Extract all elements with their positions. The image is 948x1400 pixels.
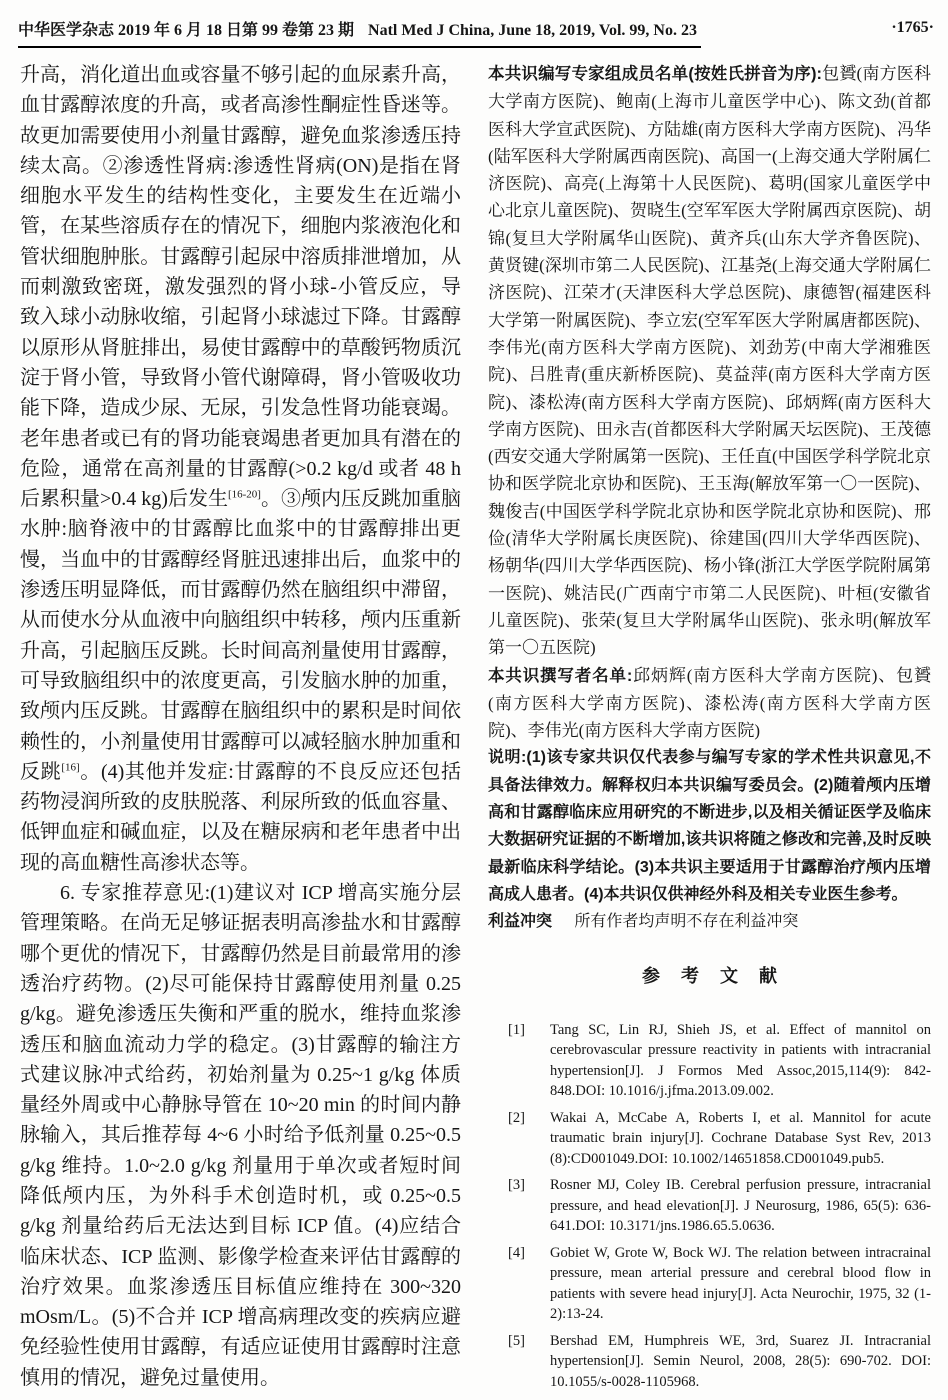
writers-list: 邱炳辉(南方医科大学南方医院)、包贇(南方医科大学南方医院)、漆松涛(南方医科大学南方医院)、李伟光(南方医科大学南方医院) xyxy=(488,665,931,741)
reference-item xyxy=(488,1108,931,1170)
experts-list: 包贇(南方医科大学南方医院)、鲍南(上海市儿童医学中心)、陈文劲(首都医科大学宣武医院)、方陆雄(南方医科大学南方医院)、冯华(陆军医科大学附属西南医院)、高国一(上海交通大学附属仁济医院)、高亮(上海第十人民医院)、葛明(国家儿童医学中心北京儿童医院)、贺晓生(空军军医大学附属西京医院)、胡锦(复旦大学附属华山医院)、黄齐兵(山东大学齐鲁医院)、黄贤键(深圳市第二人民医院)、江基尧(上海交通大学附属仁济医院)、江荣才(天津医科大学总医院)、康德智(福建医科大学第一附属医院)、李立宏(空军军医大学附属唐都医院)、李伟光(南方医科大学南方医院)、刘劲芳(中南大学湘雅医院)、吕胜青(重庆新桥医院)、莫益萍(南方医科大学南方医院)、漆松涛(南方医科大学南方医院)、邱炳辉(南方医科大学南方医院)、田永吉(首都医科大学附属天坛医院)、王茂德(西安交通大学附属第一医院)、王任直(中国医学科学院北京协和医学院北京协和医院)、王玉海(解放军第一〇一医院)、魏俊吉(中国医学科学院北京协和医学院北京协和医院)、邢俭(清华大学附属长庚医院)、徐建国(四川大学华西医院)、杨朝华(四川大学华西医院)、杨小锋(浙江大学医学院附属第一医院)、姚洁民(广西南宁市第二人民医院)、叶桓(安徽省儿童医院)、张荣(复旦大学附属华山医院)、张永明(解放军第一〇五医院) xyxy=(488,64,931,658)
reference-list xyxy=(488,1020,931,1393)
reference-text: Rosner MJ, Coley IB. Cerebral perfusion pressure, intracranial pressure, and head elevation[J]. J Neurosurg, 1986, 65(5): 636-641.DOI: 10.3171/jns.1986.65.5.0636. xyxy=(550,1177,931,1234)
reference-number: [1] xyxy=(508,1021,525,1038)
reference-number: [2] xyxy=(508,1109,525,1126)
notes-heading: 说明: xyxy=(488,749,527,767)
coi-label: 利益冲突 xyxy=(488,913,553,931)
citation-superscript: [16] xyxy=(61,761,80,774)
body-text: 6. 专家推荐意见:(1)建议对 ICP 增高实施分层管理策略。在尚无足够证据表明高渗盐水和甘露醇哪个更优的情况下，甘露醇仍然是目前最常用的渗透治疗药物。(2)尽可能保持甘露醇使用剂量 0.25 g/kg。避免渗透压失衡和严重的脱水，维持血浆渗透压和脑血流动力学的稳定。(3)甘露醇的输注方式建议脉冲式给药，初始剂量为 0.25~1 g/kg 体质量经外周或中心静脉导管在 10~20 min 的时间内静脉输入，其后推荐每 4~6 小时给予低剂量 0.25~0.5 g/kg 维持。1.0~2.0 g/kg 剂量用于单次或者短时间降低颅内压，为外科手术创造时机，或 0.25~0.5 g/kg 剂量给药后无法达到目标 ICP 值。(4)应结合临床状态、ICP 监测、影像学检查来评估甘露醇的治疗效果。血浆渗透压目标值应维持在 300~320 mOsm/L。(5)不合并 ICP 增高病理改变的疾病应避免经验性使用甘露醇，有适应证使用甘露醇时注意慎用的情况，避免过量使用。 xyxy=(20,882,461,1389)
reference-text: Tang SC, Lin RJ, Shieh JS, et al. Effect of mannitol on cerebrovascular pressure reactivity in patients with intracranial hypertension[J]. J Formos Med Assoc,2015,114(9): 842-848.DOI: 10.1016/j.jfma.2013.09.002. xyxy=(550,1021,931,1099)
reference-text: Gobiet W, Grote W, Bock WJ. The relation between intracrainal pressure, mean arterial pressure and cerebral blood flow in patients with severe head injury[J]. Acta Neurochir, 1975, 32 (1-2):13-24. xyxy=(550,1244,931,1322)
right-column xyxy=(488,60,931,1398)
conflict-of-interest-line xyxy=(488,908,931,935)
references-heading: 参 考 文 献 xyxy=(641,965,777,986)
body-text: 。③颅内压反跳加重脑水肿:脑脊液中的甘露醇比血浆中的甘露醇排出更慢，当血中的甘露醇经肾脏迅速排出后，血浆中的渗透压明显降低，而甘露醇仍然在脑组织中滞留，从而使水分从血液中向脑组织中转移，颅内压重新升高，引起脑压反跳。长时间高剂量使用甘露醇，可导致脑组织中的浓度更高，引发脑水肿的加重，致颅内压反跳。甘露醇在脑组织中的累积是时间依赖性的，小剂量使用甘露醇可以减轻脑水肿加重和反跳 xyxy=(20,488,461,783)
writers-paragraph xyxy=(488,662,931,745)
reference-number: [5] xyxy=(508,1332,525,1349)
reference-text: Bershad EM, Humphreis WE, 3rd, Suarez JI. Intracranial hypertension[J]. Semin Neurol, 2008, 28(5): 690-702. DOI: 10.1055/s-0028-1105968. xyxy=(550,1332,931,1390)
running-head xyxy=(18,17,701,48)
citation-superscript: [16-20] xyxy=(227,488,261,501)
reference-item xyxy=(488,1020,931,1102)
coi-text: 所有作者均声明不存在利益冲突 xyxy=(574,913,799,931)
writers-heading: 本共识撰写者名单: xyxy=(488,666,633,685)
body-paragraph xyxy=(20,878,461,1393)
left-column xyxy=(20,60,461,1393)
journal-title-en: Natl Med J China, June 18, 2019, Vol. 99, No. 23 xyxy=(368,22,697,39)
reference-number: [4] xyxy=(508,1244,525,1261)
experts-paragraph xyxy=(488,60,931,662)
journal-title-cn: 中华医学杂志 2019 年 6 月 18 日第 99 卷第 23 期 xyxy=(18,22,355,39)
reference-text: Wakai A, McCabe A, Roberts I, et al. Mannitol for acute traumatic brain injury[J]. Cochrane Database Syst Rev, 2013 (8):CD001049.DOI: 10.1002/14651858.CD001049.pub5. xyxy=(550,1109,931,1167)
body-text: 升高，消化道出血或容量不够引起的血尿素升高，血甘露醇浓度的升高，或者高渗性酮症性昏迷等。故更加需要使用小剂量甘露醇，避免血浆渗透压持续太高。②渗透性肾病:渗透性肾病(ON)是指在肾细胞水平发生的结构性变化，主要发生在近端小管，在某些溶质存在的情况下，细胞内浆液泡化和管状细胞肿胀。甘露醇引起尿中溶质排泄增加，从而刺激致密斑，激发强烈的肾小球-小管反应，导致入球小动脉收缩，引起肾小球滤过下降。甘露醇以原形从肾脏排出，易使甘露醇中的草酸钙物质沉淀于肾小管，导致肾小管代谢障碍，肾小管吸收功能下降，造成少尿、无尿，引发急性肾功能衰竭。老年患者或已有的肾功能衰竭患者更加具有潜在的危险，通常在高剂量的甘露醇(>0.2 kg/d 或者 48 h 后累积量>0.4 kg)后发生 xyxy=(20,64,461,511)
body-paragraph xyxy=(20,60,461,878)
reference-item xyxy=(488,1243,931,1325)
experts-heading: 本共识编写专家组成员名单(按姓氏拼音为序): xyxy=(488,65,822,83)
notes-text: (1)该专家共识仅代表参与编写专家的学术性共识意见,不具备法律效力。解释权归本共识编写委员会。(2)随着颅内压增高和甘露醇临床应用研究的不断进步,以及相关循证医学及临床大数据研究证据的不断增加,该共识将随之修改和完善,及时反映最新临床科学结论。(3)本共识主要适用于甘露醇治疗颅内压增高成人患者。(4)本共识仅供神经外科及相关专业医生参考。 xyxy=(488,749,931,903)
notes-paragraph xyxy=(488,744,931,908)
reference-item xyxy=(488,1331,931,1393)
reference-number: [3] xyxy=(508,1177,525,1193)
page-header xyxy=(18,17,934,48)
body-text: 。(4)其他并发症:甘露醇的不良反应还包括药物浸润所致的皮肤脱落、利尿所致的低血容量、低钾血症和碱血症，以及在糖尿病和老年患者中出现的高血糖性高渗状态等。 xyxy=(20,760,461,874)
page-number: ·1765· xyxy=(891,19,934,36)
reference-item xyxy=(488,1175,931,1237)
